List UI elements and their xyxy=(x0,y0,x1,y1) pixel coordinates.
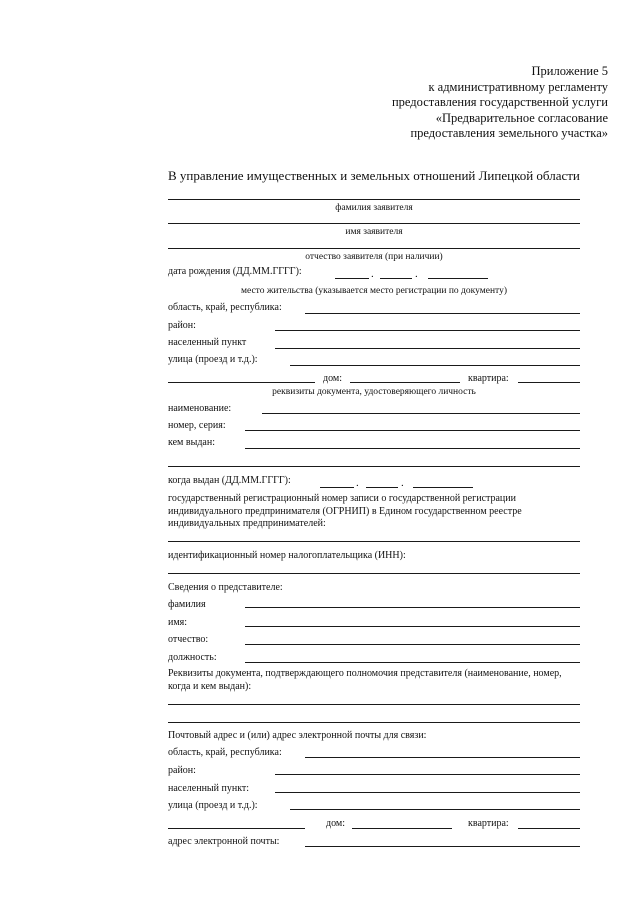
ogrnip-field[interactable] xyxy=(168,541,580,542)
name-caption: имя заявителя xyxy=(345,227,403,237)
house-field[interactable] xyxy=(350,382,460,383)
contact-heading: Почтовый адрес и (или) адрес электронной почты для связи: xyxy=(168,730,427,741)
date-separator: . xyxy=(371,268,374,280)
contact-locality-field[interactable] xyxy=(275,792,580,793)
date-separator: . xyxy=(401,477,404,489)
apartment-label: квартира: xyxy=(468,373,509,384)
contact-apartment-field[interactable] xyxy=(518,828,580,829)
birth-year-field[interactable] xyxy=(428,278,488,279)
contact-district-label: район: xyxy=(168,765,196,776)
birth-month-field[interactable] xyxy=(380,278,412,279)
rep-patronymic-field[interactable] xyxy=(245,644,580,645)
locality-field[interactable] xyxy=(275,348,580,349)
doc-name-label: наименование: xyxy=(168,403,232,414)
ogrnip-text: государственный регистрационный номер записи о государственной регистрации индивидуального предпринимателя (ОГРНИП) в Едином государственном реестре индивидуальных предпринимателей: xyxy=(168,493,522,529)
doc-issue-date-label: когда выдан (ДД.ММ.ГГГГ): xyxy=(168,475,291,486)
doc-number-label: номер, серия: xyxy=(168,420,226,431)
addressee-line: В управление имущественных и земельных отношений Липецкой области xyxy=(168,168,580,183)
email-label: адрес электронной почты: xyxy=(168,836,280,847)
house-label: дом: xyxy=(323,373,343,384)
surname-caption: фамилия заявителя xyxy=(335,203,413,213)
issue-year-field[interactable] xyxy=(413,487,473,488)
appendix-title: Приложение 5 xyxy=(531,64,608,78)
rep-authority-doc-field-2[interactable] xyxy=(168,722,580,723)
name-field[interactable] xyxy=(168,223,580,224)
doc-issued-by-label: кем выдан: xyxy=(168,437,215,448)
doc-name-field[interactable] xyxy=(262,413,580,414)
birth-day-field[interactable] xyxy=(335,278,369,279)
contact-extra-field[interactable] xyxy=(168,828,305,829)
contact-street-label: улица (проезд и т.д.): xyxy=(168,800,258,811)
identity-doc-caption: реквизиты документа, удостоверяющего личность xyxy=(272,387,476,397)
locality-label: населенный пункт xyxy=(168,337,247,348)
inn-label: идентификационный номер налогоплательщика (ИНН): xyxy=(168,550,406,561)
patronymic-field[interactable] xyxy=(168,248,580,249)
issue-day-field[interactable] xyxy=(320,487,354,488)
address-extra-field[interactable] xyxy=(168,382,315,383)
date-separator: . xyxy=(356,477,359,489)
doc-issued-by-field[interactable] xyxy=(245,448,580,449)
contact-locality-label: населенный пункт: xyxy=(168,783,250,794)
contact-house-field[interactable] xyxy=(352,828,452,829)
birth-date-label: дата рождения (ДД.ММ.ГГГГ): xyxy=(168,266,302,277)
street-label: улица (проезд и т.д.): xyxy=(168,354,258,365)
date-separator: . xyxy=(415,268,418,280)
region-field[interactable] xyxy=(305,313,580,314)
contact-house-label: дом: xyxy=(326,818,346,829)
rep-name-field[interactable] xyxy=(245,626,580,627)
rep-patronymic-label: отчество: xyxy=(168,634,209,645)
doc-issued-by-field-2[interactable] xyxy=(168,466,580,467)
rep-authority-doc-field[interactable] xyxy=(168,704,580,705)
rep-surname-label: фамилия xyxy=(168,599,206,610)
surname-field[interactable] xyxy=(168,199,580,200)
appendix-line-2: к административному регламенту xyxy=(428,79,608,94)
email-field[interactable] xyxy=(305,846,580,847)
appendix-line-4: «Предварительное согласование xyxy=(435,110,608,125)
contact-region-field[interactable] xyxy=(305,757,580,758)
contact-district-field[interactable] xyxy=(275,774,580,775)
residence-caption: место жительства (указывается место регистрации по документу) xyxy=(240,286,507,296)
rep-authority-doc-text: Реквизиты документа, подтверждающего полномочия представителя (наименование, номер, когда и кем выдан): xyxy=(168,668,562,692)
appendix-line-3: предоставления государственной услуги xyxy=(391,95,608,109)
inn-field[interactable] xyxy=(168,573,580,574)
contact-street-field[interactable] xyxy=(290,809,580,810)
district-field[interactable] xyxy=(275,330,580,331)
doc-number-field[interactable] xyxy=(245,430,580,431)
apartment-field[interactable] xyxy=(518,382,580,383)
rep-name-label: имя: xyxy=(168,617,188,628)
rep-position-field[interactable] xyxy=(245,662,580,663)
contact-apartment-label: квартира: xyxy=(468,818,509,829)
patronymic-caption: отчество заявителя (при наличии) xyxy=(305,252,443,262)
rep-position-label: должность: xyxy=(168,652,217,663)
appendix-header xyxy=(392,64,608,142)
contact-region-label: область, край, республика: xyxy=(168,747,282,758)
appendix-line-5: предоставления земельного участка» xyxy=(410,126,608,140)
district-label: район: xyxy=(168,320,196,331)
representative-heading: Сведения о представителе: xyxy=(168,582,283,593)
issue-month-field[interactable] xyxy=(366,487,398,488)
rep-surname-field[interactable] xyxy=(245,607,580,608)
region-label: область, край, республика: xyxy=(168,302,282,313)
street-field[interactable] xyxy=(290,365,580,366)
